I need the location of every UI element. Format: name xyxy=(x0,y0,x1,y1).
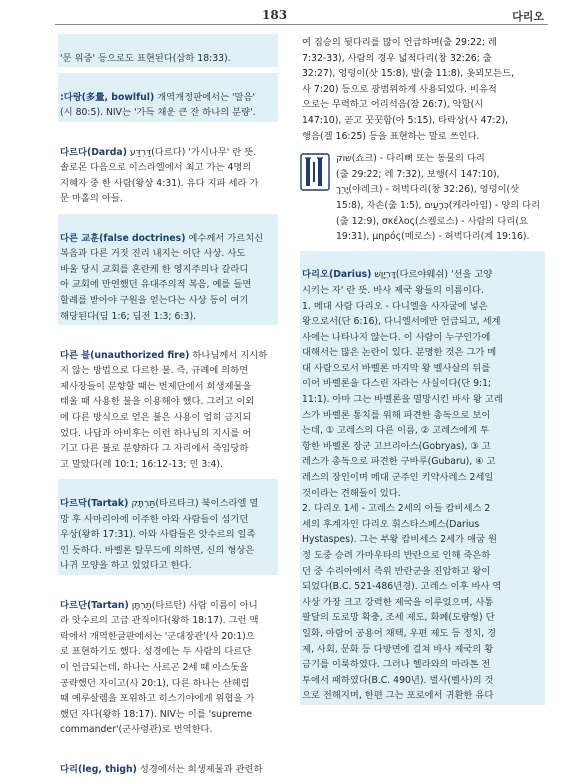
dictionary-entry xyxy=(58,745,278,778)
entry-body: דַּרְדַּע(다르다) '가시나무' 란 뜻. 솔로몬 다음으로 이스라엘에서 최고 가는 4명의 지혜자 중 한 사람(왕상 4:31). 유다 지파 세라 가 문 마홀의 아들. xyxy=(60,146,259,205)
left-column xyxy=(58,34,278,784)
dictionary-entry xyxy=(58,214,278,325)
entry-body: תַּרְתָּק(타르타크) 북이스라엘 멸 망 후 사마리아에 이주한 아와 사람들이 섬기던 우상(왕하 17:31). 아와 사람들은 앗수르의 일족 인 듯하다. 바벨론 탈무드에 의하면, 신의 형상은 나귀 모양을 하고 있었다고 한다. xyxy=(60,498,259,572)
entry-headword: 다리(leg, thigh) xyxy=(60,763,137,775)
entry-body: תַּרְתָּן(타르탄) 사람 이름이 아니 라 앗수르의 고급 관직이다(왕하 18:17). 그런 맥 락에서 개역한글판에서는 '군대장관'(사 20:1)으 로 표현하기도 했다. 성경에는 두 사람의 다르단 이 언급되는데, 하나는 사르곤 2세 때 아스돗을 공략했던 자이고(사 20:1), 다른 하나는 산헤립 때 예루살렘을 포위하고 히스기야에게 위협을 가 했던 자다(왕하 18:17). NIV는 이를 'supreme commander'(군사령관)로 번역한다. xyxy=(60,599,259,736)
entry-continuation: 여 짐승의 뒷다리를 많이 언급하며(출 29:22; 레 7:32-33), 사람의 경우 넓적다리(창 32:26; 출 32:27), 엉덩이(삿 15:8), 발(출 11:8), 옷뫼모든드, 사 7:20) 등으로 광범위하게 사용되었다. 비유적 으로는 무력하고 어리석음(잠 26:7), 악함(시 147:10), 곧고 꿋꿋함(아 5:15), 타락상(사 47:2), 행음(겔 16:25) 등을 표현하는 말로 쓰인다. xyxy=(302,37,515,142)
entry-body: 개역개정판에서는 '말음' (시 80:5). NIV는 '가득 채운 큰 잔 하나의 분량'. xyxy=(60,91,256,119)
right-column xyxy=(300,34,545,711)
entry-headword: 다른 교훈(false doctrines) xyxy=(60,232,186,244)
page-number: 183 xyxy=(262,8,288,22)
dictionary-entry xyxy=(58,128,278,208)
entry-headword: 다르다(Darda) xyxy=(60,146,127,158)
header-rule xyxy=(55,24,548,25)
entry-headword: 다르단(Tartan) xyxy=(60,599,129,611)
entry-headword: :다랑(多量, bowlful) xyxy=(60,91,155,103)
entry-body: '문 위중' 등으로도 표현된다(삼하 18:33). xyxy=(60,52,231,64)
dictionary-entry xyxy=(58,34,278,67)
dictionary-entry xyxy=(58,581,278,739)
original-language-box xyxy=(300,151,545,245)
entry-headword: 다르닥(Tartak) xyxy=(60,498,129,510)
dictionary-entry xyxy=(300,251,545,705)
page-header xyxy=(0,0,562,28)
dictionary-entry xyxy=(58,73,278,122)
running-head: 다리오 xyxy=(512,10,544,23)
entry-body: דָּרְיָוֶשׁ(다르야웨쉬) '선을 고양 시키는 자' 란 뜻. 바사 제국 왕들의 이름이다. 1. 메대 사람 다리오 - 다니엘을 사자굴에 넣은 왕으로서(단 6:16), 다니엘서에만 언급되고, 세계 사에는 나타나지 않는다. 이 사람이 누구인가에 대해서는 많은 논란이 있다. 분명한 것은 그가 메 대 사람으로서 바벨론 마지막 왕 벨사살의 뒤를 이어 바벨론을 다스린 자라는 사실이다(단 9:1; 11:1). 아마 그는 바벨론을 멸망시킨 바사 왕 고레 스가 바벨론 통치를 위해 파견한 총독으로 보이 는데, ① 고레스의 다른 이름, ② 고레스에게 투 항한 바벨론 장군 고브리아스(Gobryas), ③ 고 레스가 총독으로 파견한 구바루(Gubaru), ④ 고 레스의 장인이며 메대 군주인 키약사레스 2세일 것이라는 견해들이 있다. 2. 다리오 1세 - 고레스 2세의 아들 캄비세스 2 세의 후계자인 다리오 휘스타스페스(Darius Hystaspes). 그는 부왕 캄비세스 2세가 애굽 원 정 도중 승려 가마우타의 반란으로 인해 죽은하 던 중 수리아에서 즉위 반란군을 진압하고 왕이 되었다(B.C. 521-486년경). 고레스 이후 바사 역 사상 가장 크고 강력한 제국을 이루었으며, 사통 팔달의 도로망 확충, 조세 제도, 화폐(도량형) 단 일화, 아람어 공용어 채택, 우편 제도 등 정치, 경 제, 사회, 문화 등 다방면에 걸쳐 바사 제국의 황 금기를 이룩하였다. 그러나 헬라와의 마라톤 전 투에서 패하였다(B.C. 490년). 벌사(벨사)의 것 으로 전해지며, 한편 그는 포로에서 귀환한 유다 xyxy=(302,269,503,702)
dictionary-entry xyxy=(58,479,278,575)
original-language-text: שׁוֹק(쇼크) - 다리뼈 또는 동물의 다리 (출 29:22; 레 7:32), 보행(시 147:10), יָרֵךְ(야레크) - 허벅다리(창 32:26), 엉덩이(삿 15:8), 자손(출 1:5), כְּרָעַיִם(케라아임) - 양의 다리 (출 12:9), σκέλος(스켈로스) - 사람의 다리(요 19:31), μηρός(메로스) - 허벅다리(계 19:16). xyxy=(336,153,541,243)
scripture-word-icon xyxy=(300,153,330,191)
dictionary-entry xyxy=(58,331,278,473)
entry-body: 하나님께서 지시하 지 않는 방법으로 다르한 불. 즉, 규례에 의하면 제사장들이 분향할 때는 번제단에서 희생제물을 태울 때 사용한 불을 이용해야 했다. 그러고 이외 에 다른 방식으로 얻은 불은 사용이 엄히 금지되 었다. 나답과 아비후는 이런 하나님의 지시를 어 기고 다른 불로 분향하다 그 자리에서 죽임당하 고 말았다(레 10:1; 16:12-13; 민 3:4). xyxy=(60,349,268,470)
entry-body: 성경에서는 희생제물과 관련하 xyxy=(136,763,263,775)
entry-headword: 다른 불(unauthorized fire) xyxy=(60,349,190,361)
entry-body: 예수께서 가르치신 복음과 다른 거짓 진리 내지는 이단 사상. 사도 바울 당시 교회를 혼란케 한 영지주의나 갈라디 아 교회에 만연했던 유대주의적 복음, 예를 들면 할례를 받아야 구원을 얻는다는 사상 등이 여기 해당된다(딤 1:6; 딤전 1:3; 6:3). xyxy=(60,232,264,322)
entry-headword: 다리오(Darius) xyxy=(302,269,372,281)
